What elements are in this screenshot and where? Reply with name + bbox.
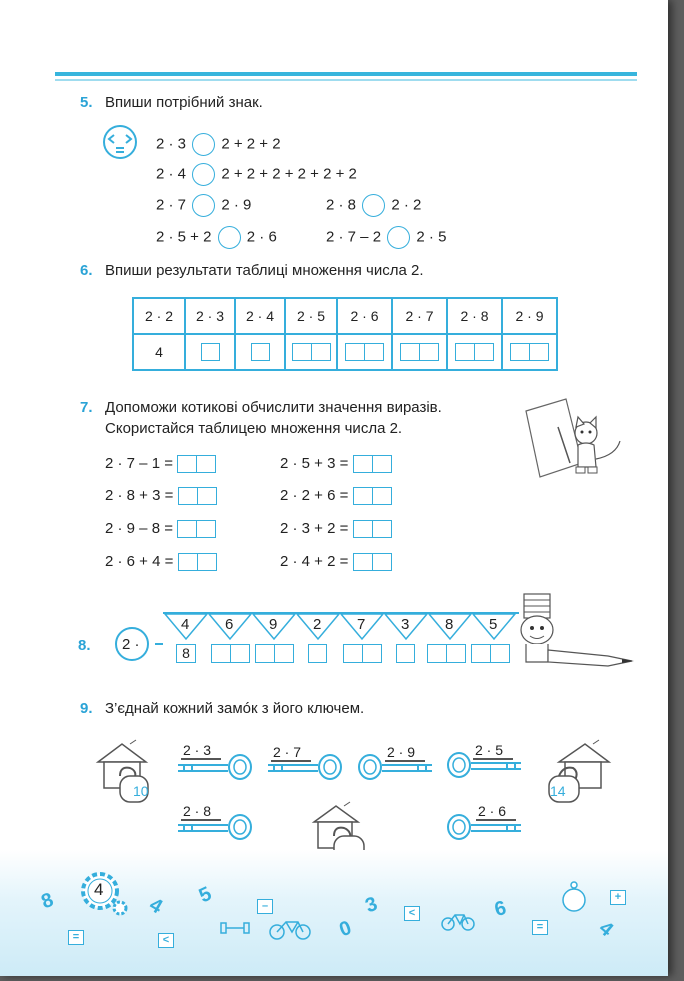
answer-box[interactable] [353, 520, 392, 538]
sign-circle[interactable] [192, 163, 215, 186]
table-answer-box[interactable] [502, 334, 557, 370]
answer-box[interactable] [177, 455, 216, 473]
footer-digit: 3 [362, 892, 381, 918]
footer-symbol: < [158, 933, 174, 948]
product-box[interactable] [396, 644, 415, 663]
task7-title-1: Допоможи котикові обчислити значення виразів. [105, 399, 442, 416]
expression-row: 2 · 5 + 3 = [280, 455, 392, 473]
table-header: 2 · 3 [185, 298, 235, 334]
expression-row: 2 · 7 – 1 = [105, 455, 216, 473]
table-header: 2 · 8 [447, 298, 502, 334]
compare-row-4: 2 · 8 2 · 2 [326, 194, 421, 217]
expression-row: 2 · 4 + 2 = [280, 553, 392, 571]
task9-title: З’єднай кожний замóк з його ключем. [105, 700, 365, 717]
lock-label: 14 [550, 783, 566, 799]
connector-line [155, 643, 163, 645]
table-answer-box[interactable] [285, 334, 337, 370]
compare-row-5: 2 · 5 + 2 2 · 6 [156, 226, 277, 249]
multiplier-label: 2 · [122, 636, 140, 653]
table-header: 2 · 9 [502, 298, 557, 334]
answer-box[interactable] [353, 553, 392, 571]
lock-label: 10 [133, 783, 149, 799]
footer-symbol: = [532, 920, 548, 935]
table-header: 2 · 4 [235, 298, 285, 334]
footer-digit: 8 [38, 888, 57, 914]
answer-box[interactable] [177, 520, 216, 538]
sign-circle[interactable] [362, 194, 385, 217]
table-answer-box[interactable] [447, 334, 502, 370]
pencil-character-illustration [512, 588, 642, 683]
table-answer-box[interactable] [185, 334, 235, 370]
compare-signs-icon [101, 124, 139, 165]
task5-number: 5. [80, 94, 93, 111]
footer-digit: 5 [195, 882, 216, 908]
funnel-triangles [163, 613, 523, 643]
task6-title: Впиши результати таблиці множення числа 2. [105, 262, 424, 279]
table-header: 2 · 7 [392, 298, 447, 334]
answer-box[interactable] [178, 553, 217, 571]
key-label-underline [476, 819, 516, 821]
key-label-underline [473, 758, 513, 760]
compare-row-6: 2 · 7 – 2 2 · 5 [326, 226, 446, 249]
table-answer-box[interactable] [337, 334, 392, 370]
factor-label: 8 [445, 616, 454, 633]
footer-symbol: + [610, 890, 626, 905]
expression-row: 2 · 6 + 4 = [105, 553, 217, 571]
table-answer-box[interactable] [392, 334, 447, 370]
factor-label: 7 [357, 616, 366, 633]
table-header: 2 · 6 [337, 298, 392, 334]
expression-row: 2 · 9 – 8 = [105, 520, 216, 538]
footer-digit: 6 [492, 896, 509, 922]
expression-row: 2 · 2 + 6 = [280, 487, 392, 505]
key-label: 2 · 8 [183, 803, 212, 819]
answer-box[interactable] [353, 455, 392, 473]
product-box[interactable] [427, 644, 466, 663]
product-box[interactable] [211, 644, 250, 663]
factor-label: 9 [269, 616, 278, 633]
compare-row-1: 2 · 3 2 + 2 + 2 [156, 133, 281, 156]
dumbbell-icon [220, 920, 250, 936]
product-box[interactable] [343, 644, 382, 663]
sign-circle[interactable] [218, 226, 241, 249]
product-box[interactable] [255, 644, 294, 663]
compare-row-3: 2 · 7 2 · 9 [156, 194, 251, 217]
header-rule-thin [55, 79, 637, 81]
task7-number: 7. [80, 399, 93, 416]
factor-label: 6 [225, 616, 234, 633]
task6-number: 6. [80, 262, 93, 279]
factor-label: 3 [401, 616, 410, 633]
key-label: 2 · 9 [387, 744, 416, 760]
house-lock[interactable] [545, 738, 617, 815]
footer-digit: 4 [145, 893, 167, 919]
key-label: 2 · 5 [475, 742, 504, 758]
table-answer: 4 [133, 334, 185, 370]
key-label-underline [271, 760, 311, 762]
task5-title: Впиши потрібний знак. [105, 94, 263, 111]
footer-symbol: < [404, 906, 420, 921]
key-label: 2 · 7 [273, 744, 302, 760]
product-box: 8 [176, 644, 196, 663]
factor-label: 2 [313, 616, 322, 633]
answer-box[interactable] [178, 487, 217, 505]
multiplication-table [132, 297, 558, 371]
footer-digit: 0 [336, 916, 355, 942]
task9-number: 9. [80, 700, 93, 717]
table-answer-box[interactable] [235, 334, 285, 370]
task8-number: 8. [78, 637, 91, 654]
table-header: 2 · 2 [133, 298, 185, 334]
factor-label: 5 [489, 616, 498, 633]
sign-circle[interactable] [387, 226, 410, 249]
product-box[interactable] [471, 644, 510, 663]
key-label: 2 · 3 [183, 742, 212, 758]
task7-title-2: Скористайся таблицею множення числа 2. [105, 420, 403, 437]
table-answer-row [133, 334, 557, 370]
answer-box[interactable] [353, 487, 392, 505]
sign-circle[interactable] [192, 133, 215, 156]
page-number: 4 [94, 880, 104, 899]
factor-label: 4 [181, 616, 190, 633]
compare-row-2: 2 · 4 2 + 2 + 2 + 2 + 2 + 2 [156, 163, 357, 186]
cat-with-paper-illustration [518, 397, 628, 487]
table-header: 2 · 5 [285, 298, 337, 334]
bicycle-icon [440, 910, 476, 932]
header-rule [55, 72, 637, 76]
key-label-underline [181, 758, 221, 760]
key-label-underline [181, 819, 221, 821]
product-box[interactable] [308, 644, 327, 663]
footer-digit: 4 [594, 917, 618, 942]
table-header-row [133, 298, 557, 334]
expression-row: 2 · 3 + 2 = [280, 520, 392, 538]
key-label: 2 · 6 [478, 803, 507, 819]
key-label-underline [385, 760, 425, 762]
footer-symbol: – [257, 899, 273, 914]
stopwatch-icon [560, 880, 590, 914]
house-lock[interactable] [92, 738, 164, 815]
footer-symbol: = [68, 930, 84, 945]
sign-circle[interactable] [192, 194, 215, 217]
expression-row: 2 · 8 + 3 = [105, 487, 217, 505]
bicycle-icon [268, 917, 312, 941]
